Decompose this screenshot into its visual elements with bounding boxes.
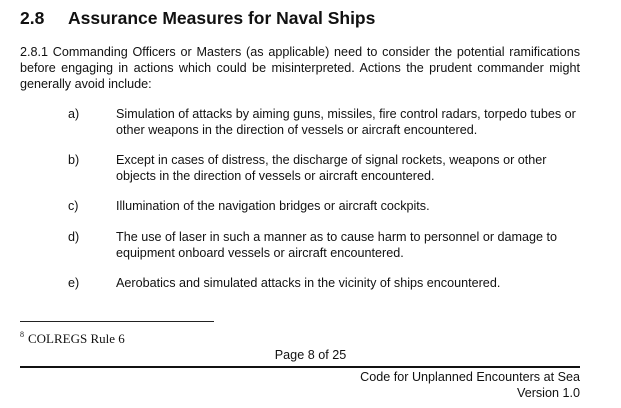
footnote-marker: 8	[20, 330, 24, 339]
document-version: Version 1.0	[516, 386, 580, 400]
list-item-text: The use of laser in such a manner as to cause harm to personnel or damage to equipment onboard vessels or aircraft encountered.	[116, 230, 558, 260]
list-item-letter: a)	[68, 107, 80, 121]
document-title: Code for Unplanned Encounters at Sea	[360, 370, 580, 384]
footer-divider	[20, 366, 580, 368]
list-item-text: Simulation of attacks by aiming guns, missiles, fire control radars, torpedo tubes or other weapons in the direction of vessels or aircraft encountered.	[116, 107, 576, 137]
list-item-letter: b)	[68, 153, 80, 167]
document-footer	[360, 369, 580, 401]
list-item-letter: c)	[68, 199, 79, 213]
list-item-letter: d)	[68, 230, 80, 244]
section-number: 2.8	[20, 8, 45, 28]
section-title: Assurance Measures for Naval Ships	[68, 8, 376, 28]
footnote-text: COLREGS Rule 6	[28, 331, 125, 346]
page-number: Page 8 of 25	[274, 348, 347, 362]
section-heading	[20, 8, 375, 29]
footnote-divider	[20, 321, 214, 322]
list-item-text: Aerobatics and simulated attacks in the vicinity of ships encountered.	[116, 276, 501, 290]
footnote	[20, 331, 125, 347]
list-item-text: Except in cases of distress, the discharge of signal rockets, weapons or other objects in the direction of vessels or aircraft encountered.	[116, 153, 547, 183]
list-item-text: Illumination of the navigation bridges or aircraft cockpits.	[116, 199, 430, 213]
intro-paragraph: 2.8.1 Commanding Officers or Masters (as applicable) need to consider the potential ramifications before engaging in actions which could be misinterpreted. Actions the prudent commander might generally avoid include:	[20, 45, 580, 91]
list-item-letter: e)	[68, 276, 80, 290]
